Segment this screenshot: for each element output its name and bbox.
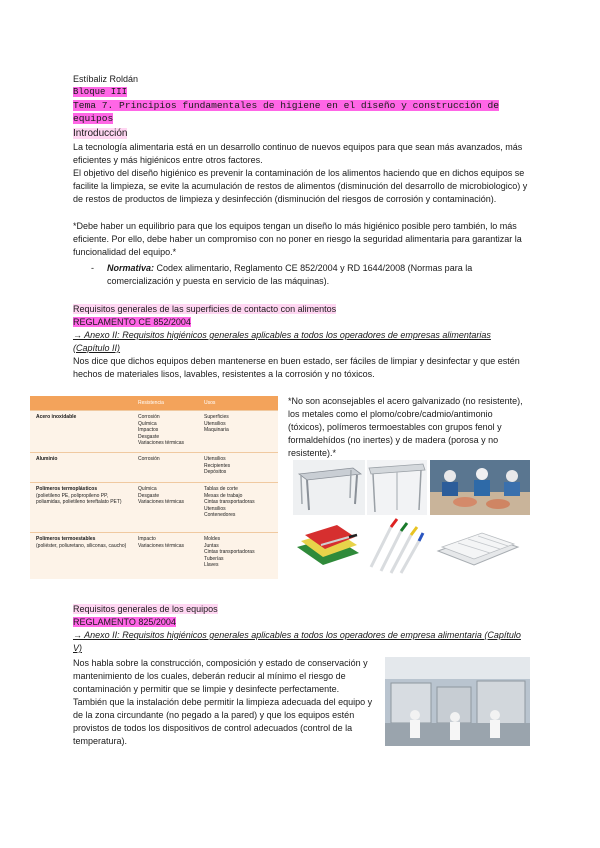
table-row	[30, 410, 278, 452]
material-name: Aluminio	[36, 456, 58, 462]
resistance-item: Química	[138, 486, 157, 492]
resistance-item: Desgaste	[138, 492, 160, 499]
resistance-item: Desgaste	[138, 433, 160, 440]
use-item: Utensilios	[204, 505, 226, 512]
use-item: Utensilios	[204, 456, 226, 462]
resistance-item: Impactos	[138, 427, 159, 433]
resistance-list	[138, 536, 200, 549]
section1-regulation: REGLAMENTO CE 852/2004	[73, 317, 191, 327]
resistance-item: Química	[138, 420, 157, 427]
bullet-dash: -	[91, 263, 94, 273]
table-row	[30, 482, 278, 532]
resistance-list	[138, 414, 200, 447]
stainless-table-image	[293, 460, 365, 515]
food-factory-image	[385, 657, 530, 746]
steel-surface-image	[367, 460, 427, 515]
factory-scene-icon	[385, 657, 530, 746]
colored-knives-image	[365, 517, 425, 575]
header-resistance: Resistencia	[138, 400, 164, 406]
resistance-item: Variaciones térmicas	[138, 499, 185, 505]
section1-body: Nos dice que dichos equipos deben mantenerse en buen estado, ser fáciles de limpiar y desinfectar y que estén hechos de materiales lisos, lavables, resistentes a la corrosión y no tóxicos.	[73, 356, 520, 379]
header-uses: Usos	[204, 400, 216, 406]
intro-paragraph-1: La tecnología alimentaria está en un desarrollo continuo de nuevos equipos para que sean más avanzados, más eficientes y más higiénicos entre otros factores.	[73, 142, 523, 165]
table-row	[30, 452, 278, 482]
theme-title: Tema 7. Principios fundamentales de higiene en el diseño y construcción de equipos	[73, 100, 500, 124]
use-item: Tuberías	[204, 555, 224, 562]
use-item: Tablas de corte	[204, 486, 238, 492]
plastic-containers-image	[428, 517, 530, 575]
material-detail: (polietileno PE, polipropileno PP, poliamidas, polietileno tereftalato PET)	[36, 492, 122, 505]
section2-heading-wrap	[73, 603, 528, 616]
food-workers-image	[430, 460, 530, 515]
section1-heading: Requisitos generales de las superficies de contacto con alimentos	[73, 304, 337, 314]
resistance-item: Corrosión	[138, 456, 160, 462]
normative-label: Normativa:	[107, 263, 155, 273]
section1-regulation-wrap	[73, 316, 528, 329]
section2-paragraph-1: Nos habla sobre la construcción, composición y estado de conservación y mantenimiento de los cuales, deberán reducir al mínimo el riesgo de contaminación y permitir que se limpie y desinfecte perfectamente.	[73, 658, 368, 694]
material-name: Acero inoxidable	[36, 414, 77, 420]
use-item: Maquinaria	[204, 427, 229, 433]
uses-list	[204, 486, 276, 519]
section1-heading-wrap	[73, 303, 528, 316]
resistance-item: Impacto	[138, 536, 156, 542]
block-label	[73, 86, 528, 99]
steel-bench-icon	[367, 460, 427, 515]
normative-bullet	[73, 262, 528, 288]
material-detail: (poliéster, poliuretano, siliconas, caucho)	[36, 542, 127, 549]
material-title: Polímeros termoestables	[36, 536, 96, 542]
uses-list	[204, 456, 276, 476]
use-item: Utensilios	[204, 420, 226, 427]
use-item: Llaves	[204, 562, 219, 568]
section2-paragraph-2: También que la instalación debe permitir la limpieza adecuada del equipo y de la zona circundante (no pegado a la pared) y que los equipos estén provistos de todos los dispositivos de control adecuados (control de la temperatura).	[73, 697, 373, 746]
author-name: Estíbaliz Roldán	[73, 74, 139, 84]
use-item: Cintas transportadoras	[204, 549, 255, 555]
intro-paragraph-3: *Debe haber un equilibrio para que los equipos tengan un diseño lo más higiénico posible pero también, lo más eficiente. Por ello, debe haber un compromiso con no poner en riesgo la seguridad alimentaria para garantizar la funcionalidad del equipo.*	[73, 221, 522, 257]
use-item: Cintas transportadoras	[204, 499, 255, 505]
table-header	[30, 396, 278, 410]
workers-scene-icon	[430, 460, 530, 515]
use-item: Contenedores	[204, 512, 236, 518]
section2-annex: → Anexo II: Requisitos higiénicos generales aplicables a todos los operadores de empresa alimentaria (Capítulo V)	[73, 630, 521, 653]
steel-table-icon	[293, 460, 365, 515]
uses-list	[204, 414, 276, 434]
resistance-list	[138, 486, 200, 506]
cutting-boards-image	[293, 517, 363, 575]
material-name	[36, 486, 131, 506]
normative-text: Codex alimentario, Reglamento CE 852/2004 y RD 1644/2008 (Normas para la comercialización y puesta en servicio de las máquinas).	[107, 263, 473, 286]
material-title: Polímeros termoplásticos	[36, 486, 98, 492]
use-item: Moldes	[204, 536, 221, 542]
use-item: Juntas	[204, 542, 219, 549]
section2-regulation: REGLAMENTO 825/2004	[73, 617, 176, 627]
material-name	[36, 536, 131, 549]
resistance-item: Variaciones térmicas	[138, 542, 185, 549]
intro-paragraph-2: El objetivo del diseño higiénico es prevenir la contaminación de los alimentos haciendo que en dichos equipos se facilite la limpieza, se evite la acumulación de restos de alimentos (disminución del desarrollo de microbiologico) y de restos de productos de limpieza y desinfección (disminución del riesgos de corrosión y contaminación).	[73, 168, 528, 204]
resistance-item: Corrosión	[138, 414, 160, 420]
use-item: Mesas de trabajo	[204, 492, 243, 499]
use-item: Recipientes	[204, 462, 231, 469]
theme-title-wrap	[73, 99, 528, 125]
block-title: Bloque III	[73, 87, 128, 97]
uses-list	[204, 536, 276, 569]
intro-heading-text: Introducción	[73, 128, 128, 139]
resistance-list	[138, 456, 200, 463]
intro-heading	[73, 127, 528, 140]
use-item: Depósitos	[204, 469, 227, 475]
table-row	[30, 532, 278, 579]
section1-annex: → Anexo II: Requisitos higiénicos generales aplicables a todos los operadores de empresas alimentarias (Capítulo II)	[73, 330, 491, 353]
section2-heading: Requisitos generales de los equipos	[73, 604, 218, 614]
materials-note: *No son aconsejables el acero galvanizado (no resistente), los metales como el plomo/cobre/cadmio/antimonio (tóxicos), polímeros termoestables con grupos fenol y formaldehídos (no inertes) y de madera (porosa y no resistente).*	[288, 396, 523, 458]
materials-table	[30, 396, 278, 579]
cutting-board-icon	[293, 517, 363, 575]
containers-icon	[428, 517, 530, 575]
section2-regulation-wrap	[73, 616, 528, 629]
resistance-item: Variaciones térmicas	[138, 440, 185, 446]
use-item: Superficies	[204, 414, 229, 420]
knives-icon	[365, 517, 425, 575]
